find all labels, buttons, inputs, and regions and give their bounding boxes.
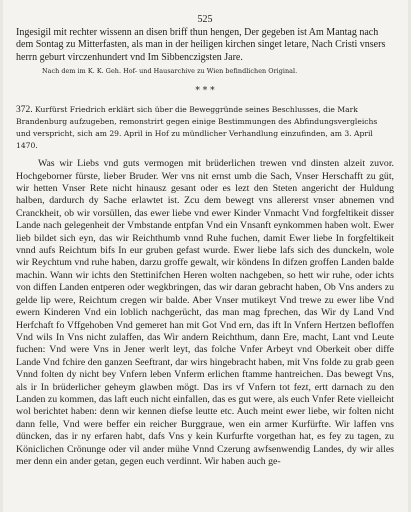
- book-page: [3, 0, 408, 512]
- source-note: Nach dem im K. K. Geh. Hof- und Hausarchive zu Wien befindlichen Original.: [42, 67, 298, 76]
- document-number: 372.: [16, 105, 33, 116]
- section-divider: * * *: [195, 86, 215, 97]
- previous-document-ending: Ingesigil mit rechter wissenn an disen briff thun hengen, Der gegeben ist Am Mantag nach dem Sontag zu Mitterfasten, als man in der heiligen kirchen singet letare, Nach Cristi vnsers herrn geburt virczenhundert vnd Im Sibbenczigsten Jare.: [16, 27, 386, 63]
- document-body-text: Was wir Liebs vnd guts vermogen mit brüderlichen trewen vnd dinsten alzeit zuvor. Hochgeborner fürste, lieber Bruder. Wer vns nit ernst umb die Sach, Vnser Herschafft zu güt, wir hetten Vnser Rete nicht hinausz gesant oder es lezt den Steten angericht der Huldung halben, dardurch dy Sache erlawtet ist. Zcu dem bewegt vns allererst vnser abnemen vnd Cranckheit, ob wir vorsüllen, das ewer liebe vnd ewer Kinder Vnmacht Vnd forgfeltikeit disser Lande nach gelegenheit der Vmbstande entpfan Vnd ein Vnsanft eynkommen haben wolt. Ewer lieb bildet sich eyn, das wir Reichthumb vnnd Ruhe fuchen, damit Ewer liebe In forgfeltikeit vnnd aufs Reichtum bifs In eur gruben gefast wurde. Ewer liebe lafs sich des dunckeln, wole wir Reychtum vnd ruhe haben, darzu groffe gewalt, wir köndens In difzen groffen Landen balde machin. Wann wir ichts den Stettinifchen Heren wolten nachgeben, so hett wir ruhe, oder ichts von diffen Landen entperen oder wegkbringen, das wir daran gebracht haben, Ob Vns anders zu gelde lip were, Reichtum cregen wir balde. Aber Vnser mutikeyt Vnd trewe zu ewer libe Vnd ewern Kinderen Vnd ein loblich nachgerücht, das man mag fprechen, das Wir dy Land Vnd Herfchaft fo Vffgehoben Vnd gemeret han mit Got Vnd ern, das ift In Vnfern Hertzen befloffen Vnd wils In Vns nicht zulaffen, das Wir andern Reichthum, dann Ere, macht, Lant vnd Leute fuchen: Vnd were Vns in Jener werlt leyt, das folche Vnfer Arbeyt vnd Oberkeit ober diffe Lande Vnd fchire den ganzen Seeftrant, dar wirs hingebracht haben, mit Vns folde zu grab geen Vnnd folten dy nicht bey Vnfern leben Vnferm erlichen ftamme hantreichen. Das bewegt Vns, als ir In brüderlicher geheym glawben mögt. Das irs vf Vnfern tot fezt, ertt darnach zu den Landen zu kommen, das laft euch nicht einfallen, das es gut were, als euch Vnfer Rete vielleicht wol berichtet haben: denn wir kennen diefse leutte etc. Auch meint ewer liebe, wir folten nicht dann felle, Vnd were beffer ein reicher Burggraue, wen ein armer Kurfürfte. Wir laffen vns düncken, das ir ny erfaren habt, dafs Vns y kein Kurfurfte vorgethan hat, es fey zu tagen, zu Köniclichen Crönunge oder vil ander mühe Vnnd Czerung awfsenwendig Landes, dy wir alles mer denn ein ander getan, gegen euch verdinnt. Wir haben auch ge-: [16, 158, 394, 467]
- document-heading-text: Kurfürst Friedrich erklärt sich über die Beweggründe seines Beschlusses, die Mark Brandenburg aufzugeben, remonstrirt gegen einige Bestimmungen des Abfindungsvergleichs und verspricht, sich am 29. April in Hof zu mündlicher Verhandlung einzufinden, am 3. April 1470.: [16, 105, 378, 151]
- document-heading: [16, 104, 394, 152]
- document-body: [16, 158, 394, 468]
- page-number: 525: [197, 14, 213, 25]
